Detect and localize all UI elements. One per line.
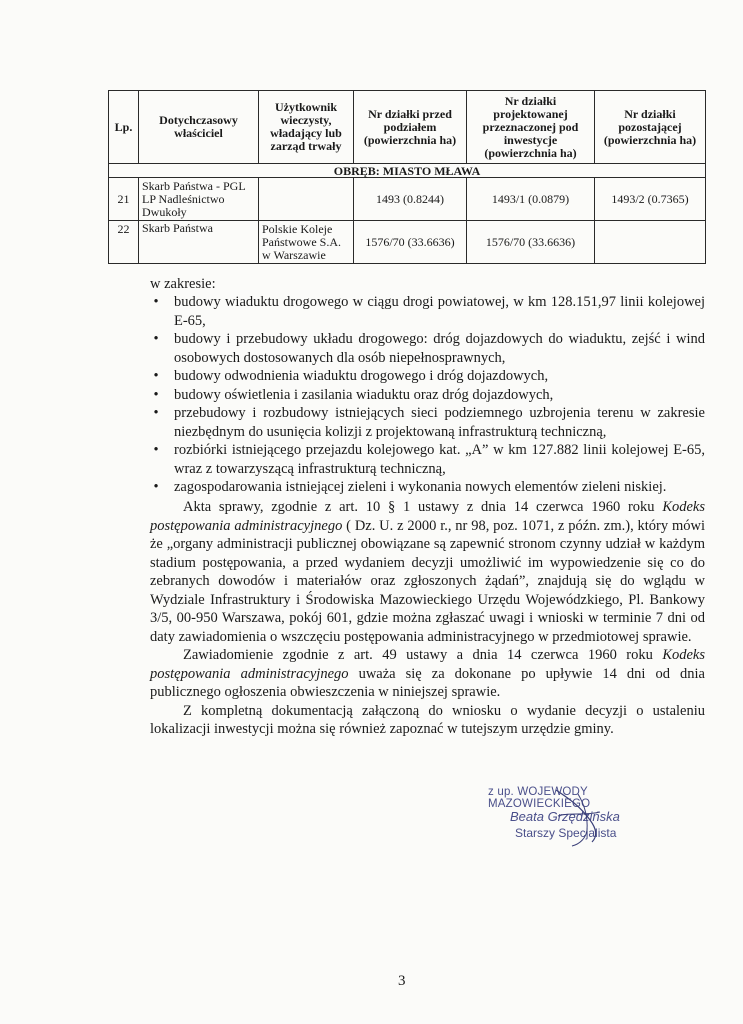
list-item-text: przebudowy i rozbudowy istniejących sieci podziemnego uzbrojenia terenu w zakresie niezbędnym do usunięcia kolizji z projektowaną infrastrukturą techniczną, xyxy=(174,405,705,440)
cell-user: Polskie Koleje Państwowe S.A. w Warszawie xyxy=(259,221,354,264)
header-lp: Lp. xyxy=(109,91,139,164)
stamp-authority: z up. WOJEWODY MAZOWIECKIEGO xyxy=(488,786,591,810)
paragraph-notice xyxy=(150,646,705,702)
list-item xyxy=(150,293,705,330)
header-user: Użytkownik wieczysty, władający lub zarząd trwały xyxy=(259,91,354,164)
cell-before: 1576/70 (33.6636) xyxy=(354,221,467,264)
stamp-signatory-name: Beata Grzędzińska xyxy=(510,809,620,824)
stamp-position: Starszy Specjalista xyxy=(515,826,617,840)
bullet-icon: • xyxy=(153,405,159,421)
list-item xyxy=(150,478,705,497)
cell-owner: Skarb Państwa - PGL LP Nadleśnictwo Dwukoły xyxy=(139,178,259,221)
cell-user xyxy=(259,178,354,221)
list-item xyxy=(150,330,705,367)
bullet-icon: • xyxy=(153,442,159,458)
list-item-text: budowy odwodnienia wiaduktu drogowego i dróg dojazdowych, xyxy=(174,368,549,384)
list-item xyxy=(150,386,705,405)
list-item-text: zagospodarowania istniejącej zieleni i wykonania nowych elementów zieleni niskiej. xyxy=(174,479,667,495)
header-owner: Dotychczasowy właściciel xyxy=(139,91,259,164)
paragraph-text: Zawiadomienie zgodnie z art. 49 ustawy a dnia 14 czerwca 1960 roku xyxy=(183,647,663,663)
paragraph-text: ( Dz. U. z 2000 r., nr 98, poz. 1071, z późn. zm.), który mówi że „organy administracji publicznej obowiązane są zapewnić stronom czynny udział w każdym stadium postępowania, a przed wydaniem decyzji umożliwić im wypowiedzenie się co do zebranych dowodów i materiałów oraz zgłoszonych żądań”, znajdują się do wglądu w Wydziale Infrastruktury i Środowiska Mazowieckiego Urzędu Wojewódzkiego, Pl. Bankowy 3/5, 00-950 Warszawa, pokój 601, gdzie można zgłaszać uwagi i wnioski w terminie 7 dni od daty zawiadomienia o wszczęciu postępowania administracyjnego w przedmiotowej sprawie. xyxy=(150,517,705,645)
signature-icon xyxy=(488,786,658,856)
header-before: Nr działki przed podziałem (powierzchnia ha) xyxy=(354,91,467,164)
scope-list xyxy=(150,293,705,497)
bullet-icon: • xyxy=(153,386,159,403)
cell-lp: 21 xyxy=(109,178,139,221)
list-item-text: rozbiórki istniejącego przejazdu kolejowego kat. „A” w km 127.882 linii kolejowej E-65, wraz z towarzyszącą infrastrukturą techniczną, xyxy=(174,442,705,477)
code-title-italic: Kodeks postępowania administracyjnego xyxy=(150,647,705,682)
paragraph-text: uważa się za dokonane po upływie 14 dni od dnia publicznego ogłoszenia obwieszczenia w niniejszej sprawie. xyxy=(150,665,705,700)
obreb-label: OBRĘB: MIASTO MŁAWA xyxy=(109,164,706,178)
cell-remain: 1493/2 (0.7365) xyxy=(595,178,706,221)
header-remain: Nr działki pozostającej (powierzchnia ha) xyxy=(595,91,706,164)
paragraph-case-files xyxy=(150,498,705,646)
list-item-text: budowy wiaduktu drogowego w ciągu drogi powiatowej, w km 128.151,97 linii kolejowej E-65, xyxy=(174,294,705,329)
cell-remain xyxy=(595,221,706,264)
cell-before: 1493 (0.8244) xyxy=(354,178,467,221)
code-title-italic: Kodeks postępowania administracyjnego xyxy=(150,499,705,534)
list-item xyxy=(150,367,705,386)
obreb-row xyxy=(109,164,706,178)
table-header-row xyxy=(109,91,706,164)
cell-project: 1493/1 (0.0879) xyxy=(467,178,595,221)
page-number: 3 xyxy=(398,973,406,989)
bullet-icon: • xyxy=(153,331,159,347)
bullet-icon: • xyxy=(153,479,159,495)
parcels-table xyxy=(108,90,706,264)
list-item xyxy=(150,441,705,478)
list-item-text: budowy i przebudowy układu drogowego: dróg dojazdowych do wiaduktu, zejść i wind osobowych dostosowanych dla osób niepełnosprawnych, xyxy=(174,331,705,366)
official-stamp xyxy=(488,786,658,856)
list-item xyxy=(150,404,705,441)
cell-owner: Skarb Państwa xyxy=(139,221,259,264)
body-text xyxy=(150,498,705,739)
paragraph-documentation: Z kompletną dokumentacją załączoną do wniosku o wydanie decyzji o ustaleniu lokalizacji inwestycji można się również zapoznać w tutejszym urzędzie gminy. xyxy=(150,702,705,737)
paragraph-text: Akta sprawy, zgodnie z art. 10 § 1 ustawy z dnia 14 czerwca 1960 roku xyxy=(183,499,663,515)
cell-project: 1576/70 (33.6636) xyxy=(467,221,595,264)
table-row xyxy=(109,221,706,264)
scope-intro: w zakresie: xyxy=(150,276,216,292)
bullet-icon: • xyxy=(153,368,159,384)
cell-lp: 22 xyxy=(109,221,139,264)
header-project: Nr działki projektowanej przeznaczonej pod inwestycje (powierzchnia ha) xyxy=(467,91,595,164)
list-item-text: budowy oświetlenia i zasilania wiaduktu oraz dróg dojazdowych, xyxy=(174,386,554,403)
bullet-icon: • xyxy=(153,294,159,310)
table-row xyxy=(109,178,706,221)
